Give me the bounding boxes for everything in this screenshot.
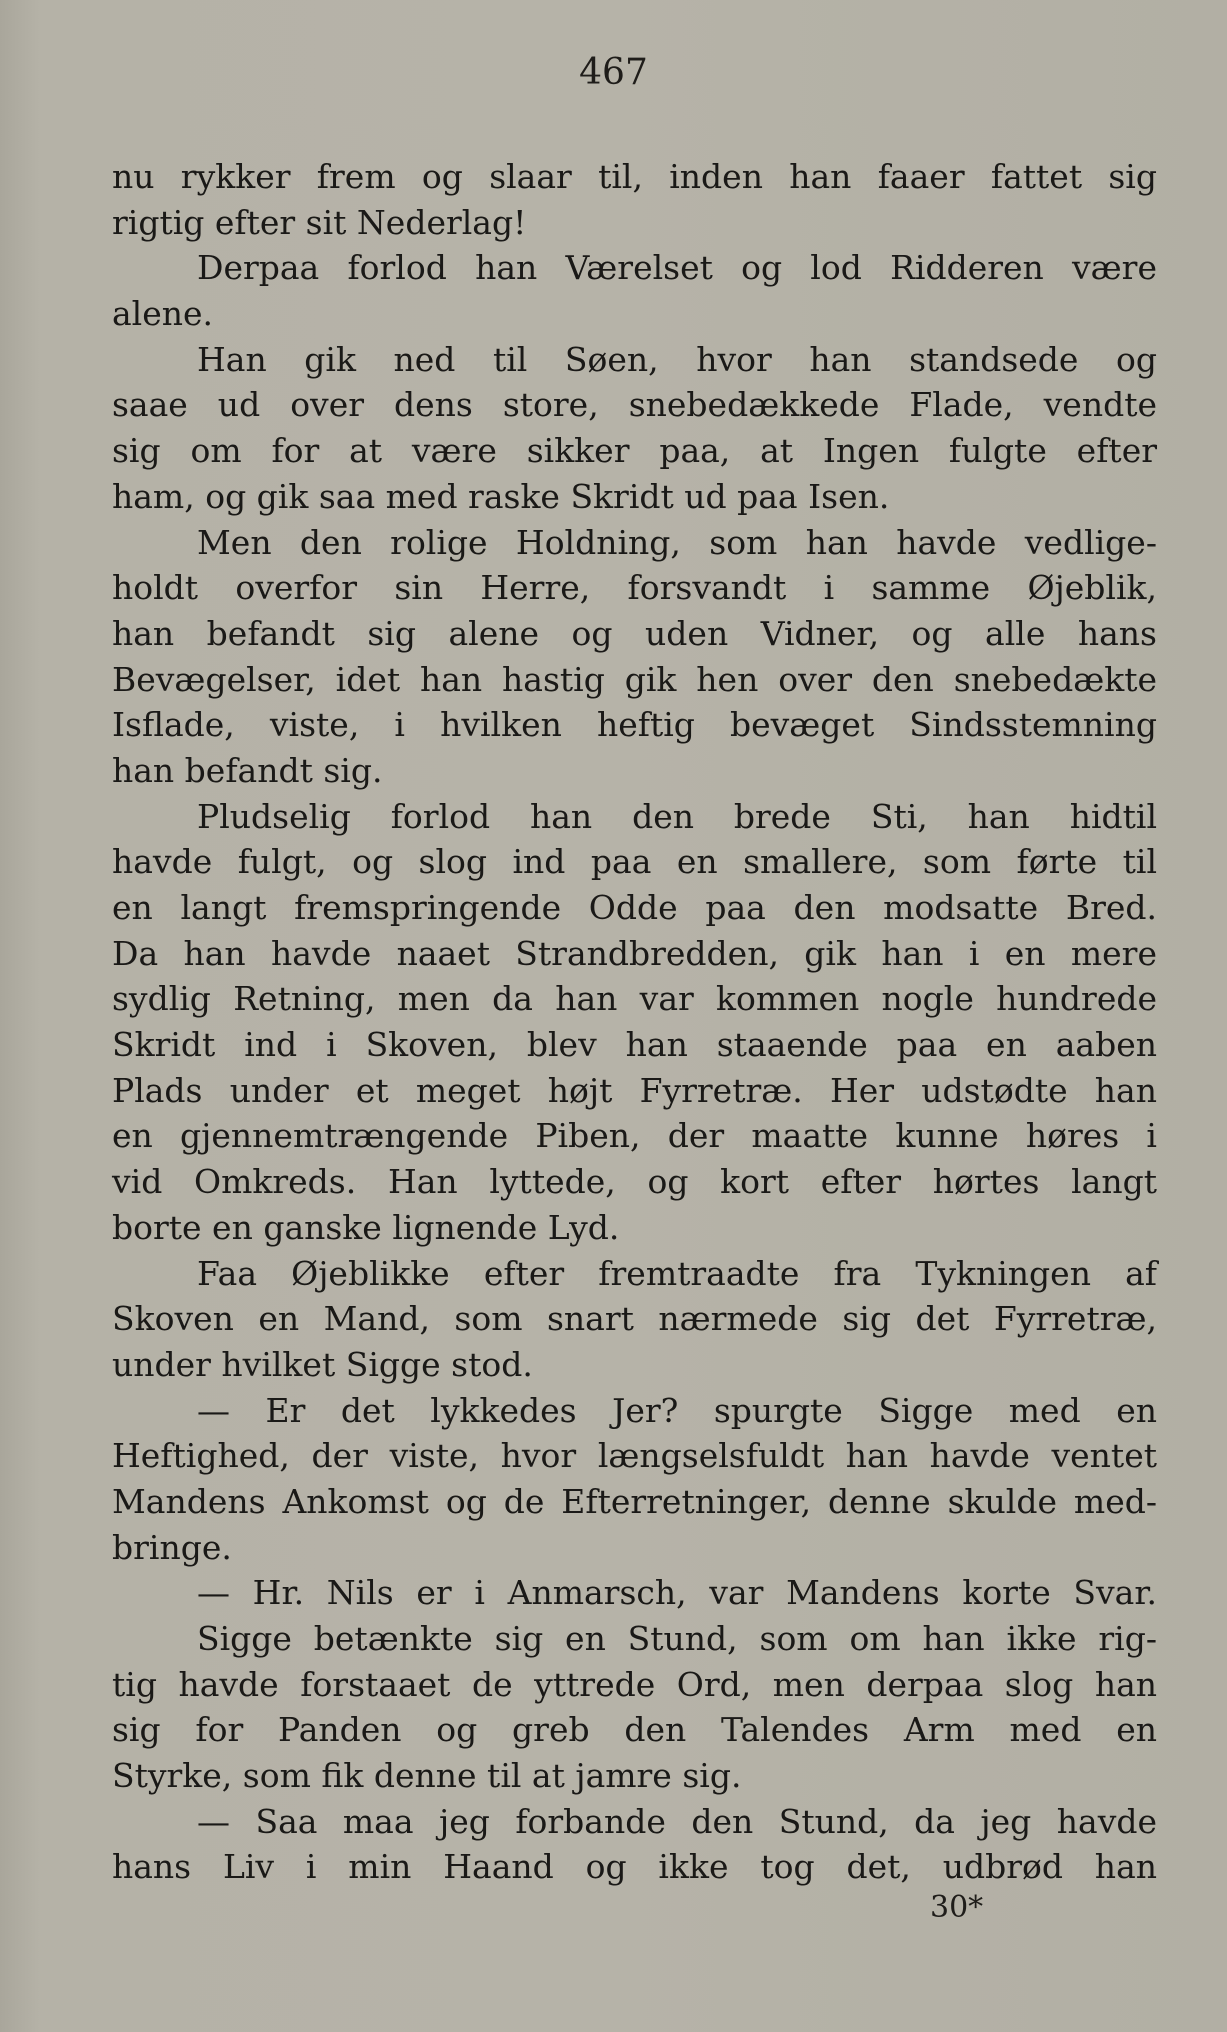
text-line: Skoven en Mand, som snart nærmede sig det Fyrretræ, [112, 1299, 1157, 1339]
text-line: Da han havde naaet Strandbredden, gik han i en mere [112, 933, 1157, 973]
text-line: Derpaa forlod han Værelset og lod Ridderen være [197, 248, 1157, 288]
text-line: Heftighed, der viste, hvor længselsfuldt han havde ventet [112, 1436, 1157, 1476]
text-line: sig om for at være sikker paa, at Ingen fulgte efter [112, 431, 1157, 471]
text-line: — Hr. Nils er i Anmarsch, var Mandens korte Svar. [197, 1573, 1157, 1613]
body-text [112, 154, 1157, 1890]
text-line: Pludselig forlod han den brede Sti, han hidtil [197, 796, 1157, 836]
text-line: en langt fremspringende Odde paa den modsatte Bred. [112, 888, 1157, 927]
text-line: — Er det lykkedes Jer? spurgte Sigge med en [197, 1390, 1157, 1430]
text-line: alene. [112, 294, 214, 334]
text-line: sydlig Retning, men da han var kommen nogle hundrede [112, 979, 1157, 1019]
text-line: sig for Panden og greb den Talendes Arm med en [112, 1710, 1157, 1750]
text-line: Mandens Ankomst og de Efterretninger, denne skulde med- [112, 1481, 1157, 1521]
text-line: borte en ganske lignende Lyd. [112, 1207, 620, 1247]
text-line: bringe. [112, 1527, 232, 1567]
text-line: Isflade, viste, i hvilken heftig bevæget Sindsstemning [112, 705, 1157, 745]
text-line: Plads under et meget højt Fyrretræ. Her udstødte han [112, 1070, 1157, 1110]
text-line: under hvilket Sigge stod. [112, 1344, 533, 1384]
text-line: havde fulgt, og slog ind paa en smallere, som førte til [112, 842, 1157, 882]
text-line: saae ud over dens store, snebedækkede Flade, vendte [112, 385, 1157, 425]
text-line: en gjennemtrængende Piben, der maatte kunne høres i [112, 1116, 1157, 1156]
text-line: Men den rolige Holdning, som han havde vedlige- [197, 522, 1157, 562]
text-line: nu rykker frem og slaar til, inden han faaer fattet sig [112, 157, 1157, 196]
text-line: Skridt ind i Skoven, blev han staaende paa en aaben [112, 1025, 1157, 1065]
text-line: ham, og gik saa med raske Skridt ud paa Isen. [112, 476, 890, 516]
text-line: holdt overfor sin Herre, forsvandt i samme Øjeblik, [112, 568, 1157, 608]
signature-mark: 30* [930, 1890, 984, 1925]
text-line: hans Liv i min Haand og ikke tog det, udbrød han [112, 1847, 1157, 1887]
text-line: Styrke, som fik denne til at jamre sig. [112, 1756, 742, 1796]
text-line: tig havde forstaaet de yttrede Ord, men derpaa slog han [112, 1664, 1157, 1704]
text-line: han befandt sig. [112, 750, 383, 790]
text-line: Faa Øjeblikke efter fremtraadte fra Tykningen af [197, 1253, 1157, 1293]
text-line: vid Omkreds. Han lyttede, og kort efter hørtes langt [112, 1162, 1157, 1202]
text-line: Bevægelser, idet han hastig gik hen over den snebedækte [112, 659, 1157, 699]
text-line: han befandt sig alene og uden Vidner, og alle hans [112, 613, 1157, 653]
text-line: — Saa maa jeg forbande den Stund, da jeg havde [197, 1801, 1157, 1841]
text-line: rigtig efter sit Nederlag! [112, 202, 527, 242]
text-line: Sigge betænkte sig en Stund, som om han ikke rig- [197, 1619, 1157, 1658]
text-line: Han gik ned til Søen, hvor han standsede og [197, 339, 1157, 379]
page-number: 467 [579, 52, 648, 93]
